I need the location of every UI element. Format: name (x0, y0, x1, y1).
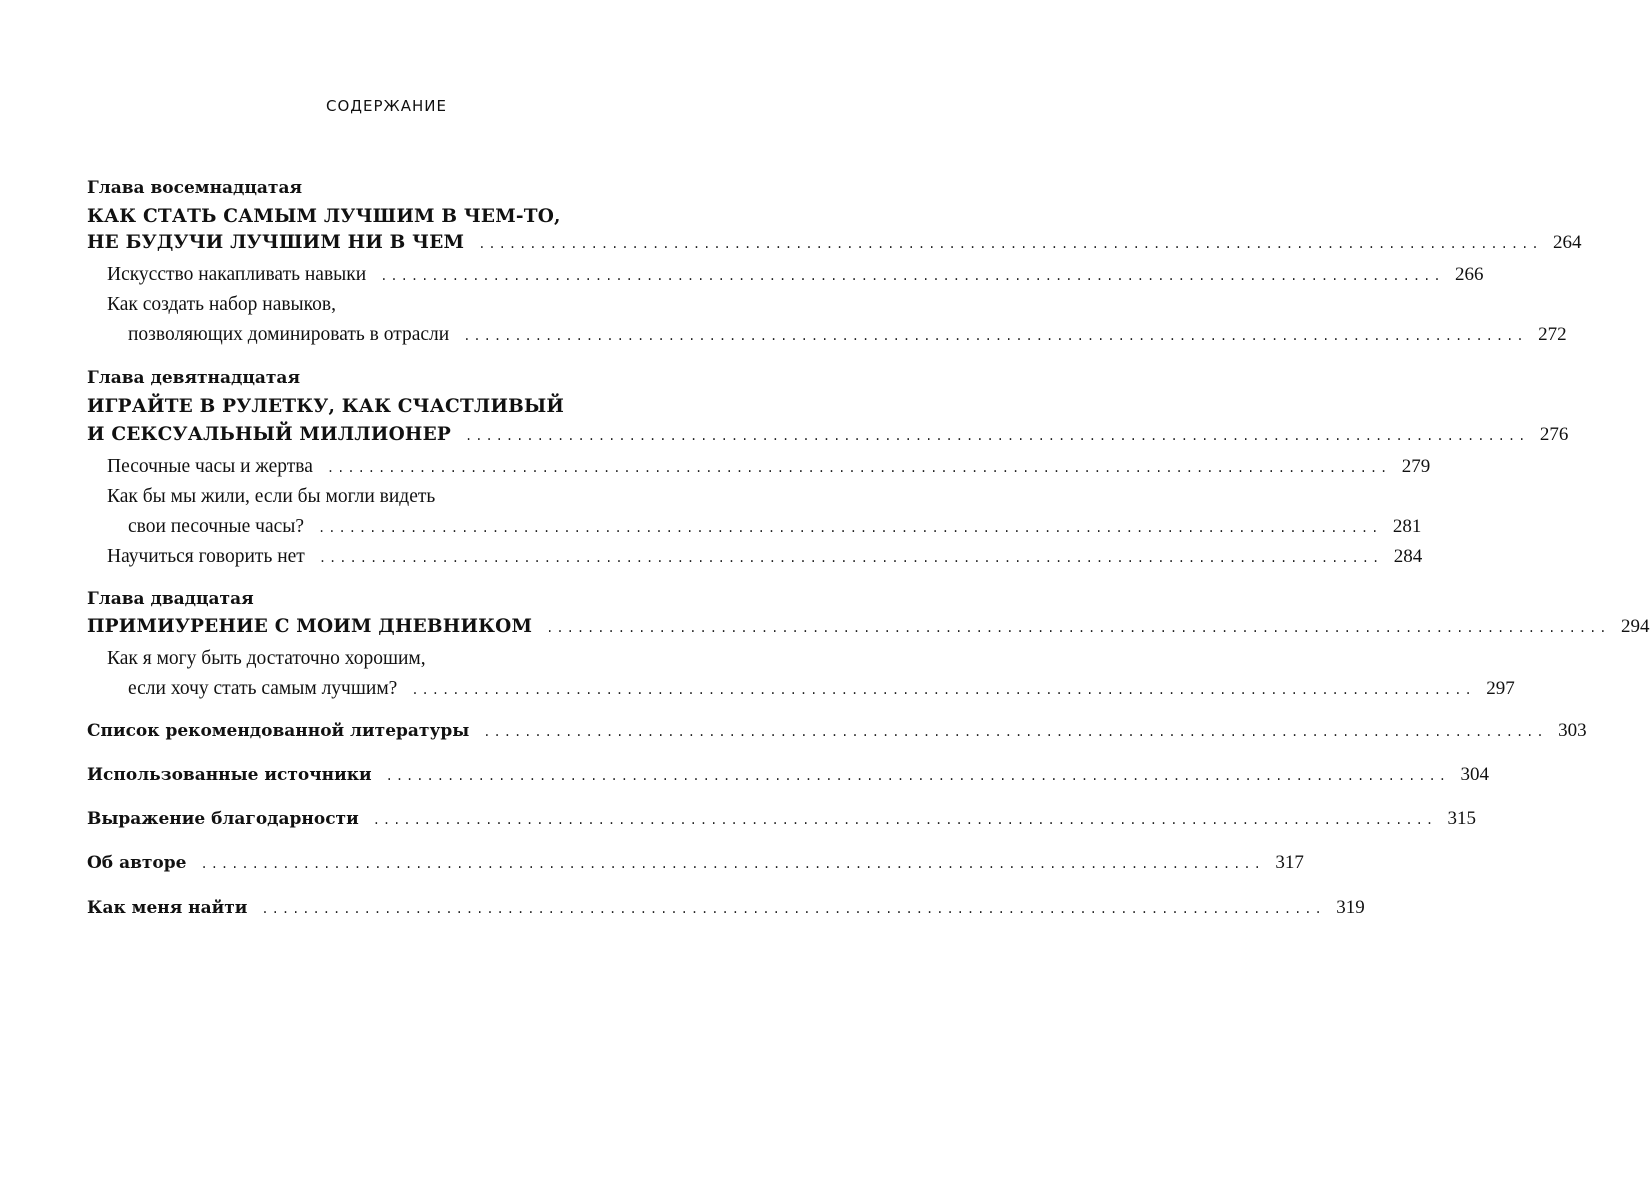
page-number: 297 (1486, 678, 1515, 699)
section-title-line2: позволяющих доминировать в отрасли (128, 324, 450, 345)
entry-title: Список рекомендованной литературы (87, 721, 470, 741)
toc-entry-contact[interactable] (87, 897, 1365, 919)
toc-entry-sources[interactable] (87, 764, 1489, 786)
chapter-19-title-line1: ИГРАЙТЕ В РУЛЕТКУ, КАК СЧАСТЛИВЫЙ (87, 396, 565, 417)
page-number: 264 (1553, 232, 1582, 253)
entry-title: Выражение благодарности (87, 809, 359, 829)
chapter-20-title: ПРИМИУРЕНИЕ С МОИМ ДНЕВНИКОМ (87, 616, 533, 637)
section-title: Песочные часы и жертва (107, 456, 313, 477)
page-number: 319 (1336, 897, 1365, 918)
section-title-line1: Как бы мы жили, если бы могли видеть (107, 486, 436, 507)
chapter-20-label: Глава двадцатая (87, 589, 254, 609)
page-number: 303 (1558, 720, 1587, 741)
page-number: 281 (1392, 516, 1422, 537)
dot-leader: ........................................................................................................ (411, 683, 1475, 697)
page-number: 284 (1393, 546, 1423, 567)
section-title: Искусство накапливать навыки (107, 264, 367, 285)
toc-entry-section[interactable] (128, 324, 1567, 346)
toc-entry-section[interactable] (107, 546, 1423, 568)
page-number: 266 (1455, 264, 1484, 285)
dot-leader: ........................................................................................................ (318, 551, 1383, 565)
toc-entry-section[interactable] (128, 516, 1422, 538)
dot-leader: ........................................................................................................ (478, 237, 1542, 251)
page-number: 294 (1621, 616, 1650, 637)
dot-leader: ........................................................................................................ (546, 621, 1610, 635)
chapter-18-label: Глава восемнадцатая (87, 178, 303, 198)
chapter-19-label: Глава девятнадцатая (87, 368, 301, 388)
dot-leader: ........................................................................................................ (326, 461, 1391, 475)
page-number: 279 (1401, 456, 1431, 477)
dot-leader: ........................................................................................................ (483, 725, 1547, 739)
dot-leader: ........................................................................................................ (200, 857, 1264, 871)
toc-entry-section[interactable] (107, 264, 1484, 286)
toc-entry-reading-list[interactable] (87, 720, 1587, 742)
dot-leader: ........................................................................................................ (463, 329, 1527, 343)
page-number: 315 (1447, 808, 1477, 829)
section-title-line2: свои песочные часы? (128, 516, 305, 537)
entry-title: Об авторе (87, 853, 187, 873)
page-number: 272 (1538, 324, 1567, 345)
chapter-18-title-line2: НЕ БУДУЧИ ЛУЧШИМ НИ В ЧЕМ (87, 232, 465, 253)
dot-leader: ........................................................................................................ (380, 269, 1444, 283)
entry-title: Использованные источники (87, 765, 372, 785)
chapter-18-title-line1: КАК СТАТЬ САМЫМ ЛУЧШИМ В ЧЕМ-ТО, (87, 206, 561, 227)
dot-leader: ........................................................................................................ (318, 521, 1382, 535)
toc-entry-chapter-19[interactable] (87, 424, 1569, 446)
toc-entry-acknowledgements[interactable] (87, 808, 1477, 830)
dot-leader: ........................................................................................................ (465, 429, 1529, 443)
page-header: СОДЕРЖАНИЕ (326, 97, 447, 115)
dot-leader: ........................................................................................................ (372, 813, 1437, 827)
dot-leader: ........................................................................................................ (385, 769, 1449, 783)
dot-leader: ........................................................................................................ (261, 902, 1325, 916)
page-number: 317 (1275, 852, 1304, 873)
toc-entry-about-author[interactable] (87, 852, 1304, 874)
page-number: 276 (1539, 424, 1569, 445)
page-number: 304 (1460, 764, 1489, 785)
entry-title: Как меня найти (87, 898, 248, 918)
section-title-line2: если хочу стать самым лучшим? (128, 678, 398, 699)
section-title-line1: Как создать набор навыков, (107, 294, 336, 315)
section-title-line1: Как я могу быть достаточно хорошим, (107, 648, 426, 669)
toc-entry-chapter-18[interactable] (87, 232, 1582, 254)
toc-entry-section[interactable] (107, 456, 1431, 478)
toc-entry-section[interactable] (128, 678, 1515, 700)
section-title: Научиться говорить нет (107, 546, 305, 567)
toc-entry-chapter-20[interactable] (87, 616, 1650, 638)
chapter-19-title-line2: И СЕКСУАЛЬНЫЙ МИЛЛИОНЕР (87, 424, 451, 445)
